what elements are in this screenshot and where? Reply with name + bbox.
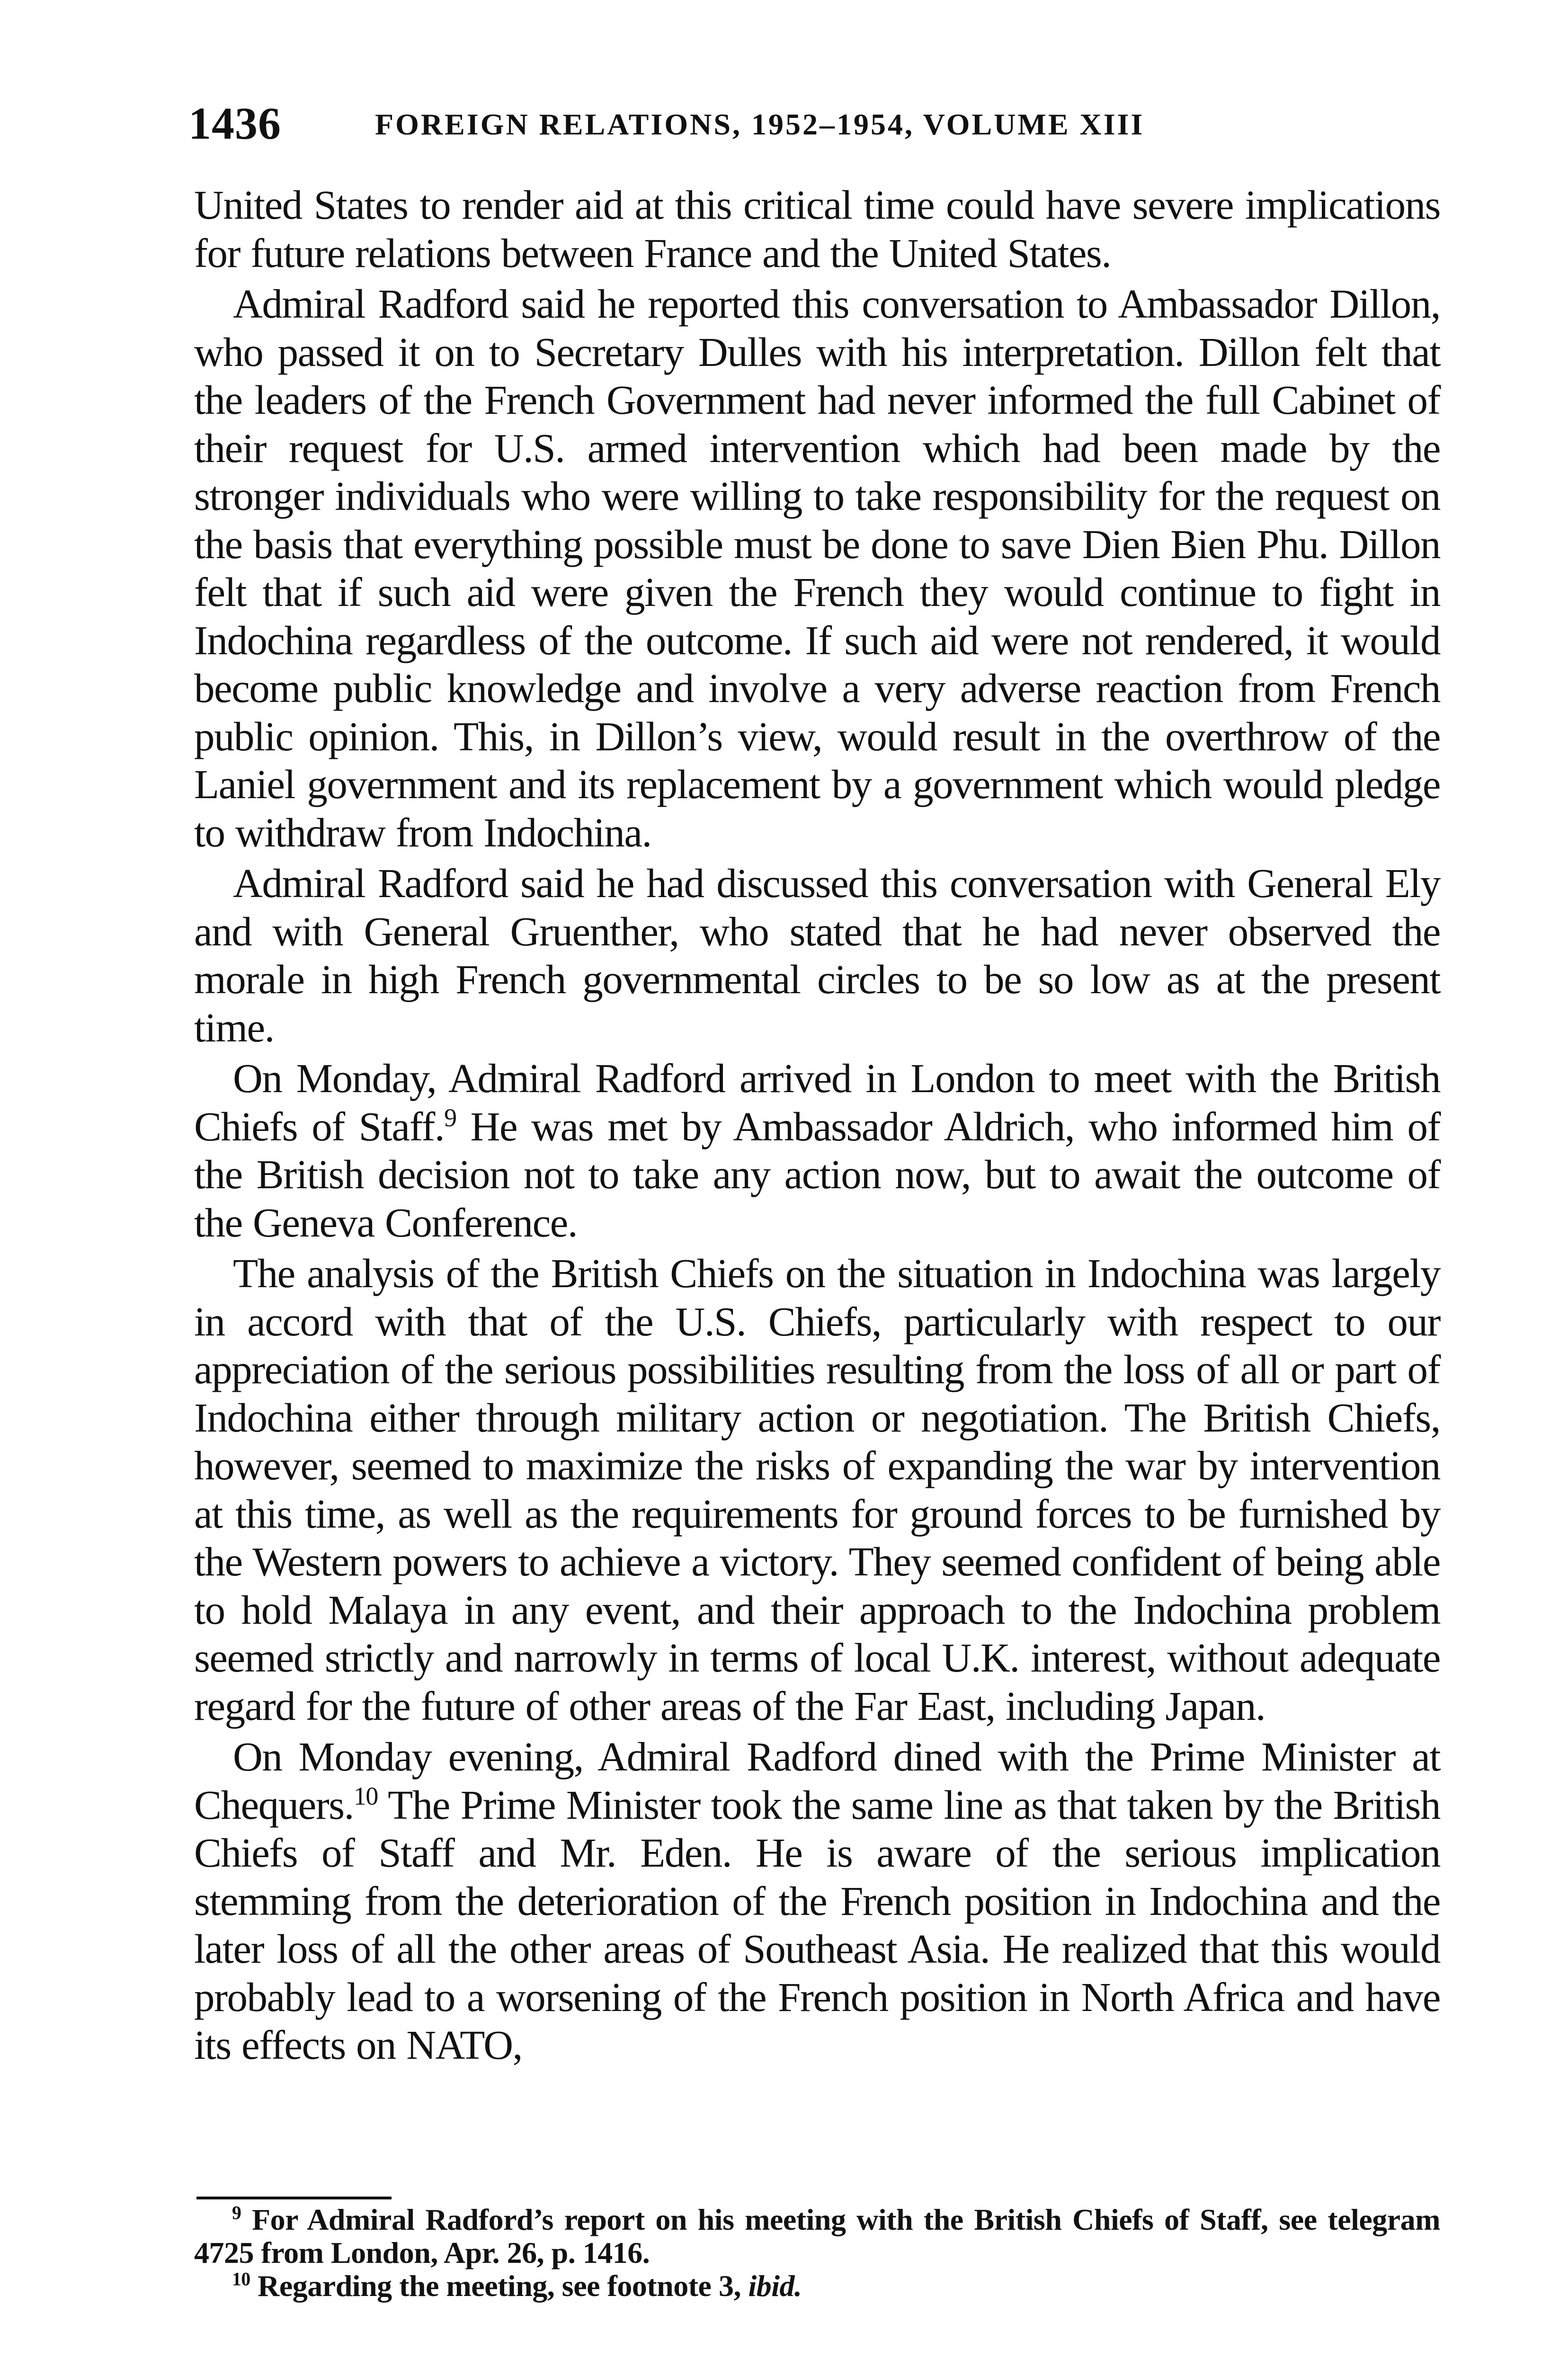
paragraph-ely-gruenther: Admiral Radford said he had discussed this conversation with General Ely and with General Gruenther, who stated that he had never observed the morale in high French governmental circles to be so low as at the present time. xyxy=(194,860,1440,1050)
page-number: 1436 xyxy=(188,98,281,149)
footnotes xyxy=(194,2203,1440,2303)
paragraph-chequers-dinner xyxy=(194,1733,1440,2069)
paragraph-text: He was met by Ambassador Aldrich, who informed him of the British decision not to take any action now, but to await the outcome of the Geneva Conference. xyxy=(194,1103,1440,1246)
footnote-text: Regarding the meeting, see footnote 3, xyxy=(250,2269,748,2303)
footnote-reference: 9 xyxy=(444,1103,456,1132)
paragraph-continuation: United States to render aid at this critical time could have severe implications for future relations between France and the United States. xyxy=(194,182,1440,276)
paragraph-london-arrival xyxy=(194,1054,1440,1246)
paragraph-text: On Monday evening, Admiral Radford dined with the Prime Minister at Chequers. xyxy=(194,1734,1440,1828)
footnote-reference: 10 xyxy=(353,1781,378,1810)
running-head xyxy=(188,93,1443,154)
paragraph-british-chiefs-analysis: The analysis of the British Chiefs on the situation in Indochina was largely in accord with that of the U.S. Chiefs, particularly with respect to our appreciation of the serious possibilities resulting from the loss of all or part of Indochina either through military action or negotiation. The British Chiefs, however, seemed to maximize the risks of expanding the war by intervention at this time, as well as the requirements for ground forces to be furnished by the Western powers to achieve a victory. They seemed confident of being able to hold Malaya in any event, and their approach to the Indochina problem seemed strictly and narrowly in terms of local U.K. interest, without adequate regard for the future of other areas of the Far East, including Japan. xyxy=(194,1250,1440,1729)
body-text xyxy=(194,181,1440,2069)
footnote-divider xyxy=(196,2197,392,2199)
footnote-text: For Admiral Radford’s report on his meeting with the British Chiefs of Staff, see telegram 4725 from London, Apr. 26, p. 1416. xyxy=(194,2203,1440,2269)
running-title: FOREIGN RELATIONS, 1952–1954, VOLUME XIII xyxy=(375,107,1145,141)
footnote-number: 10 xyxy=(232,2269,250,2290)
paragraph-text: On Monday, Admiral Radford arrived in London to meet with the British Chiefs of Staff. xyxy=(194,1055,1440,1149)
footnote-9 xyxy=(194,2203,1440,2269)
footnote-number: 9 xyxy=(232,2202,241,2224)
paragraph-dillon-report: Admiral Radford said he reported this conversation to Ambassador Dillon, who passed it on to Secretary Dulles with his interpretation. Dillon felt that the leaders of the French Government had never informed the full Cabinet of their request for U.S. armed intervention which had been made by the stronger individuals who were willing to take responsibility for the request on the basis that everything possible must be done to save Dien Bien Phu. Dillon felt that if such aid were given the French they would continue to fight in Indochina regardless of the outcome. If such aid were not rendered, it would become public knowledge and involve a very adverse reaction from French public opinion. This, in Dillon’s view, would result in the overthrow of the Laniel government and its replacement by a government which would pledge to withdraw from Indochina. xyxy=(194,281,1440,855)
footnote-10 xyxy=(194,2269,1440,2303)
footnote-ibid: ibid. xyxy=(748,2269,802,2303)
paragraph-text: The Prime Minister took the same line as that taken by the British Chiefs of Staff and Mr. Eden. He is aware of the serious implication stemming from the deterioration of the French position in Indochina and the later loss of all the other areas of Southeast Asia. He realized that this would probably lead to a worsening of the French position in North Africa and have its effects on NATO, xyxy=(194,1781,1440,2068)
